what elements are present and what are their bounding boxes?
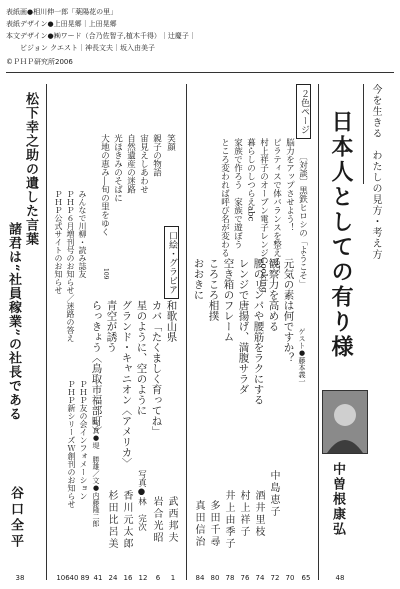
toc-item: 自然遺産の迷路 bbox=[125, 134, 136, 194]
credit-line: 表紙デザイン●上田晃郷｜上田晃郷 bbox=[6, 20, 117, 28]
toc-item: 〔対談〕黒鉄ヒロシの「ようこそ」 bbox=[297, 152, 308, 288]
toc-item: 宙見えしあわせ bbox=[138, 134, 149, 194]
feature-author: 中曽根康弘 bbox=[330, 462, 345, 537]
toc-guest: ゲスト●藤本義一 bbox=[298, 328, 306, 385]
article-author: 井上由季子 bbox=[223, 490, 234, 550]
article-author: 多田千尋 bbox=[208, 500, 219, 548]
page-number: 1 bbox=[170, 574, 176, 582]
gravure-author: 写真●林 完次 bbox=[136, 470, 147, 531]
gravure-author: 写真●堤 勝雄／文●内藤隆二郎 bbox=[92, 420, 100, 527]
divider bbox=[318, 84, 319, 580]
notice-item: ＰＨＰ公式サイトのお知らせ bbox=[54, 190, 63, 294]
page-number: 76 bbox=[240, 574, 250, 582]
feature-title: 日本人としての有り様 bbox=[328, 110, 354, 360]
gravure-label: 口絵・グラビア bbox=[164, 226, 179, 299]
gravure-title: 青空が誘う bbox=[105, 300, 118, 353]
page-number: 70 bbox=[285, 574, 295, 582]
author-photo bbox=[322, 390, 368, 454]
credit-line: 表紙画●相川伸一郎「薬陽花の里」 bbox=[6, 8, 118, 16]
copyright: ©ＰＨＰ研究所2006 bbox=[6, 58, 73, 66]
portrait-icon bbox=[323, 391, 367, 453]
article-author: 村上祥子 bbox=[238, 490, 249, 538]
article-author: 中島恵子 bbox=[268, 470, 279, 518]
toc-item: ところ変われば呼び名が変わる bbox=[219, 138, 230, 257]
gravure-author: 杉田比呂美 bbox=[106, 490, 117, 550]
gravure-title: らっきょう〈鳥取市福部町〉 bbox=[90, 300, 103, 437]
color-pages-label: ２色ページ bbox=[296, 84, 311, 139]
page-number: 16 bbox=[123, 574, 133, 582]
page-number: 78 bbox=[225, 574, 235, 582]
toc-item: 家族で作ろう 家族で遊ぼう bbox=[232, 138, 243, 249]
toc-item: ピラティスで体バランスを整える！ bbox=[271, 138, 282, 274]
section-heading: 今を生きる わたしの見方・考え方 bbox=[370, 84, 381, 260]
divider bbox=[186, 84, 187, 580]
divider bbox=[46, 84, 47, 580]
toc-item: 村上祥子のオーブン電子レンジCooking bbox=[258, 138, 269, 293]
article-title: 腰のリンパや腰筋をラクにする bbox=[252, 258, 265, 405]
article-title: 空き箱のフレーム bbox=[222, 258, 235, 342]
article-title: 元気の素は何ですか？ bbox=[282, 258, 295, 363]
page-number: 48 bbox=[335, 574, 345, 582]
page-number: 109 bbox=[102, 268, 109, 280]
article-title: おおきに bbox=[192, 258, 205, 300]
article-title: 観察力を高める bbox=[267, 258, 280, 332]
toc-item: 親子の物語 bbox=[151, 134, 162, 177]
gravure-author: 香川元太郎 bbox=[121, 490, 132, 550]
page-number: 74 bbox=[255, 574, 265, 582]
toc-item: 大地の恵み―旬の里をゆく bbox=[99, 134, 110, 236]
page-number: 38 bbox=[15, 574, 25, 582]
page-number: 65 bbox=[301, 574, 311, 582]
credit-line: ビジョン クエスト｜神長文夫｜坂入由美子 bbox=[20, 44, 155, 52]
article-title: ころころ相撲 bbox=[207, 258, 220, 321]
divider bbox=[6, 72, 394, 73]
notice-item: ＰＨＰ６月増刊号のお知らせ／迷路の答え bbox=[66, 190, 75, 342]
gravure-title: 星のように、空のように bbox=[135, 300, 148, 416]
page-number: 41 bbox=[93, 574, 103, 582]
toc-item: 光ほきみのそばに bbox=[112, 134, 123, 202]
konosuke-title: 松下幸之助の遺した言葉 bbox=[23, 92, 38, 246]
gravure-title: グランド・キャニオン〈アメリカ〉 bbox=[120, 300, 133, 468]
gravure-title: カバ「たくましく育ってね」 bbox=[150, 300, 163, 437]
notice-item: ＰＨＰ新シリーズＷ創刊のお知らせ bbox=[67, 380, 76, 508]
konosuke-subtitle: 諸君は“社員稼業”の社長である bbox=[6, 222, 21, 421]
gravure-author: 岩合光昭 bbox=[151, 496, 162, 544]
page-number: 40 bbox=[69, 574, 79, 582]
credit-line: 本文デザイン●㈱ワード（合乃佐智子,植木千得）｜辻慶子｜ bbox=[6, 32, 196, 40]
page-number: 6 bbox=[155, 574, 161, 582]
toc-item: 暮らしのしつらえabc bbox=[245, 138, 256, 222]
page-number: 84 bbox=[195, 574, 205, 582]
section-label: 笑顔 bbox=[165, 134, 176, 151]
page-number: 80 bbox=[210, 574, 220, 582]
gravure-author: 武西邦夫 bbox=[166, 496, 177, 544]
page-number: 106 bbox=[56, 574, 70, 582]
article-author: 真田信治 bbox=[193, 500, 204, 548]
page-number: 12 bbox=[138, 574, 148, 582]
toc-item: 脳力をアップさせよう！ bbox=[284, 138, 295, 232]
konosuke-author: 谷口全平 bbox=[8, 486, 23, 550]
page-number: 24 bbox=[108, 574, 118, 582]
article-author: 酒井里枝 bbox=[253, 490, 264, 538]
notice-item: ＰＨＰ友の会インフォメーション bbox=[79, 380, 88, 500]
article-title: レンジで唐揚げ、満腹サラダ bbox=[237, 258, 250, 395]
gravure-title: 和歌山県 bbox=[165, 300, 178, 342]
page-number: 72 bbox=[270, 574, 280, 582]
notice-item: みんなで川柳・読み誌友 bbox=[78, 190, 87, 278]
divider bbox=[363, 84, 364, 184]
page-number: 89 bbox=[80, 574, 90, 582]
